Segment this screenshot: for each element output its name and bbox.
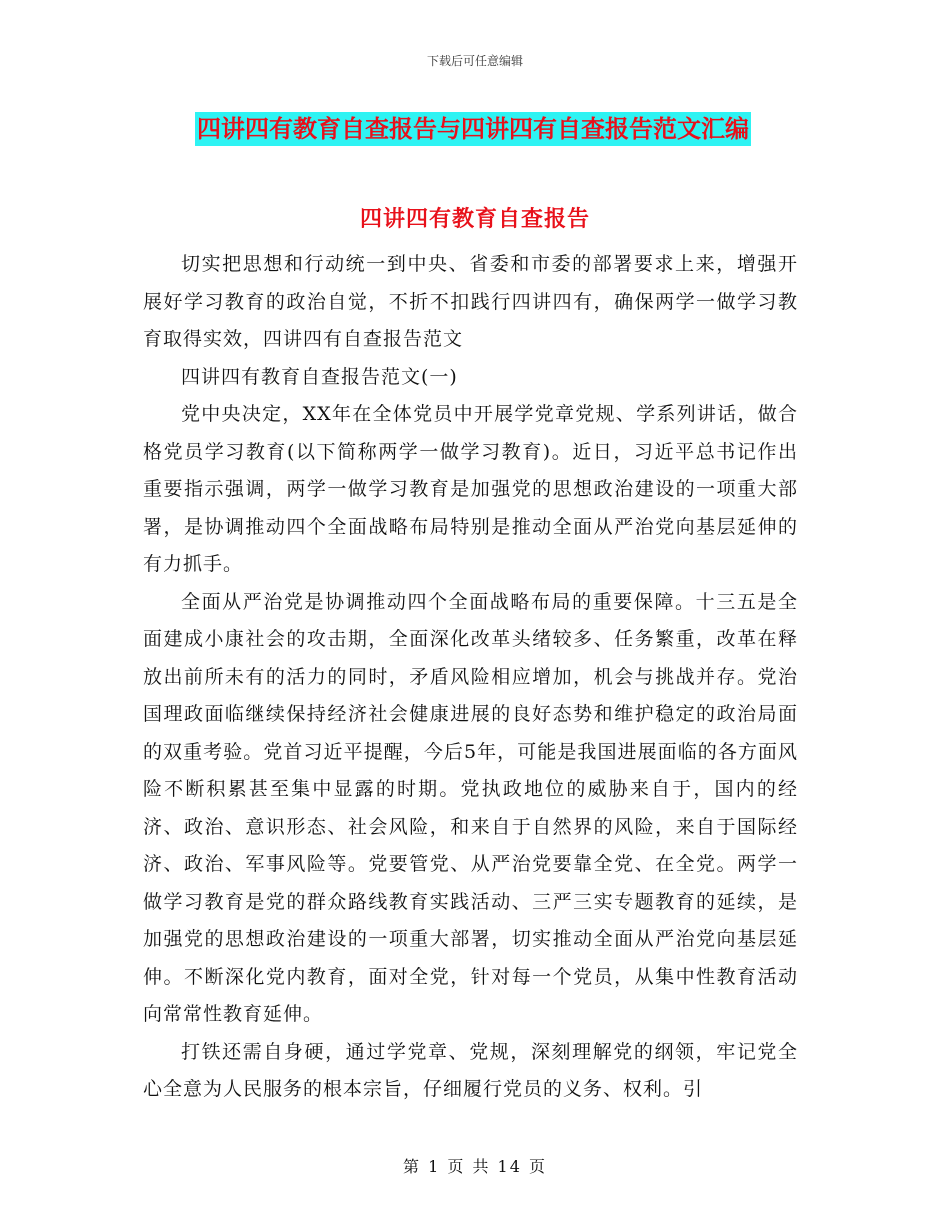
paragraph-central-decision: 党中央决定，XX年在全体党员中开展学党章党规、学系列讲话，做合格党员学习教育(以下简称两学一做学习教育)。近日，习近平总书记作出重要指示强调，两学一做学习教育是加强党的思想政治建设的一项重大部署，是协调推动四个全面战略布局特别是推动全面从严治党向基层延伸的有力抓手。 — [143, 403, 798, 575]
section-title: 四讲四有教育自查报告 — [359, 206, 590, 232]
document-main-title: 四讲四有教育自查报告与四讲四有自查报告范文汇编 — [195, 112, 751, 146]
document-body — [143, 246, 798, 1109]
header-note: 下载后可任意编辑 — [426, 54, 523, 68]
page-number-footer: 第 1 页 共 14 页 — [403, 1157, 547, 1176]
paragraph-self-discipline: 打铁还需自身硬，通过学党章、党规，深刻理解党的纲领，牢记党全心全意为人民服务的根本宗旨，仔细履行党员的义务、权利。引 — [143, 1040, 798, 1100]
paragraph-strict-governance: 全面从严治党是协调推动四个全面战略布局的重要保障。十三五是全面建成小康社会的攻击期，全面深化改革头绪较多、任务繁重，改革在释放出前所未有的活力的同时，矛盾风险相应增加，机会与挑战并存。党治国理政面临继续保持经济社会健康进展的良好态势和维护稳定的政治局面的双重考验。党首习近平提醒，今后5年，可能是我国进展面临的各方面风险不断积累甚至集中显露的时期。党执政地位的威胁来自于，国内的经济、政治、意识形态、社会风险，和来自于自然界的风险，来自于国际经济、政治、军事风险等。党要管党、从严治党要靠全党、在全党。两学一做学习教育是党的群众路线教育实践活动、三严三实专题教育的延续，是加强党的思想政治建设的一项重大部署，切实推动全面从严治党向基层延伸。不断深化党内教育，面对全党，针对每一个党员，从集中性教育活动向常常性教育延伸。 — [143, 590, 798, 1025]
paragraph-intro: 切实把思想和行动统一到中央、省委和市委的部署要求上来，增强开展好学习教育的政治自觉，不折不扣践行四讲四有，确保两学一做学习教育取得实效，四讲四有自查报告范文 — [143, 253, 798, 350]
paragraph-subheading: 四讲四有教育自查报告范文(一) — [181, 365, 458, 388]
